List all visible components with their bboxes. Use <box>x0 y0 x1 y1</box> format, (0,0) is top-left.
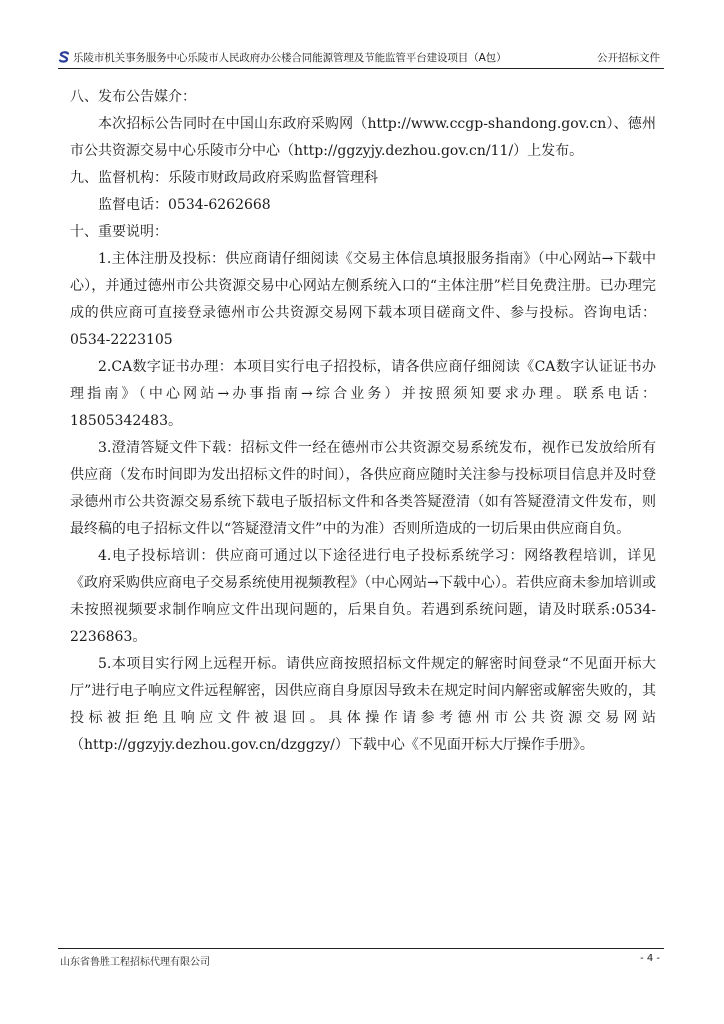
page-number: - 4 - <box>640 953 660 964</box>
section-heading-media: 八、发布公告媒介： <box>70 89 196 105</box>
document-type: 公开招标文件 <box>597 52 660 64</box>
page-footer <box>58 948 664 969</box>
note-item-remote-opening: 5.本项目实行网上远程开标。请供应商按照招标文件规定的解密时间登录“不见面开标大厅”进行电子响应文件远程解密，因供应商自身原因导致未在规定时间内解密或解密失败的，其投标被拒绝且响应文件被退回。具体操作请参考德州市公共资源交易网站（http://ggzyjy.dezhou.gov.cn/dzggzy/）下载中心《不见面开标大厅操作手册》。 <box>70 656 656 753</box>
project-title: 乐陵市机关事务服务中心乐陵市人民政府办公楼合同能源管理及节能监管平台建设项目（A包） <box>73 52 507 64</box>
section-heading-notes: 十、重要说明： <box>70 224 168 240</box>
media-paragraph: 本次招标公告同时在中国山东政府采购网（http://www.ccgp-shandong.gov.cn）、德州市公共资源交易中心乐陵市分中心（http://ggzyjy.dezhou.gov.cn/11/）上发布。 <box>70 116 656 159</box>
note-item-ca-certificate: 2.CA数字证书办理：本项目实行电子招投标，请各供应商仔细阅读《CA数字认证证书办理指南》（中心网站→办事指南→综合业务）并按照须知要求办理。联系电话：18505342483。 <box>70 359 656 429</box>
supervision-phone: 监督电话：0534-6262668 <box>98 197 271 213</box>
note-item-clarification: 3.澄清答疑文件下载：招标文件一经在德州市公共资源交易系统发布，视作已发放给所有供应商（发布时间即为发出招标文件的时间），各供应商应随时关注参与投标项目信息并及时登录德州市公共资源交易系统下载电子版招标文件和各类答疑澄清（如有答疑澄清文件发布，则最终稿的电子招标文件以“答疑澄清文件”中的为准）否则所造成的一切后果由供应商自负。 <box>70 440 656 537</box>
note-item-training: 4.电子投标培训：供应商可通过以下途径进行电子投标系统学习：网络教程培训，详见《政府采购供应商电子交易系统使用视频教程》（中心网站→下载中心）。若供应商未参加培训或未按照视频要求制作响应文件出现问题的，后果自负。若遇到系统问题，请及时联系:0534-2236863。 <box>70 548 656 645</box>
footer-company: 山东省鲁胜工程招标代理有限公司 <box>60 957 210 968</box>
document-body <box>70 84 656 759</box>
note-item-registration: 1.主体注册及投标：供应商请仔细阅读《交易主体信息填报服务指南》（中心网站→下载中心），并通过德州市公共资源交易中心网站左侧系统入口的“主体注册”栏目免费注册。已办理完成的供应商可直接登录德州市公共资源交易网下载本项目磋商文件、参与投标。咨询电话：0534-2223105 <box>70 251 656 348</box>
section-heading-supervision: 九、监督机构：乐陵市财政局政府采购监督管理科 <box>70 170 378 186</box>
page-header <box>58 48 664 69</box>
company-logo-icon <box>58 51 70 63</box>
